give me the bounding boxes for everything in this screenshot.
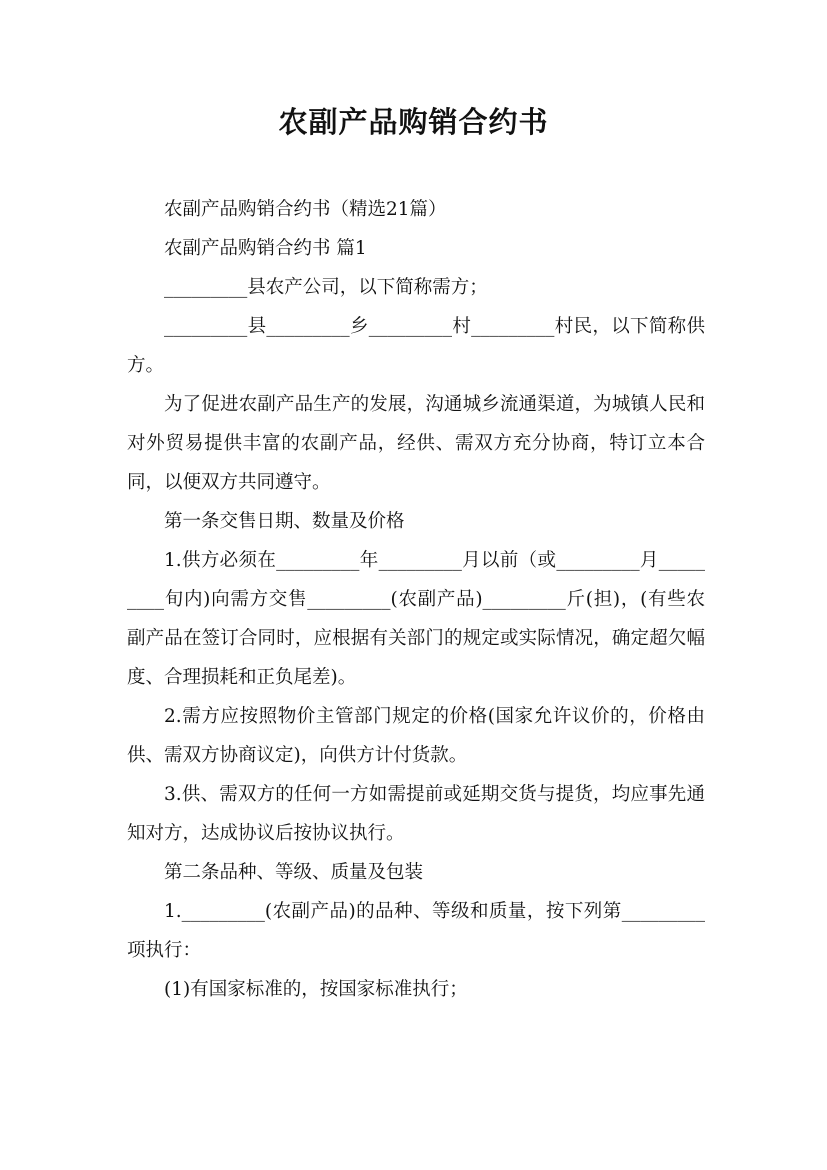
paragraph-article-2-heading: 第二条品种、等级、质量及包装 [164, 862, 424, 883]
paragraph-seller: _________县_________乡_________村_________村民，以下简称供方。 [127, 316, 705, 376]
paragraph-article-2-item-1-sub-1: (1)有国家标准的，按国家标准执行； [164, 979, 468, 1000]
paragraph-section-heading: 农副产品购销合约书 篇1 [164, 238, 367, 259]
paragraph-article-1-heading: 第一条交售日期、数量及价格 [164, 511, 405, 532]
document-body [127, 190, 705, 1009]
paragraph-buyer: _________县农产公司，以下简称需方； [164, 277, 488, 298]
paragraph-article-1-item-2: 2.需方应按照物价主管部门规定的价格(国家允许议价的，价格由供、需双方协商议定)，向供方计付货款。 [127, 706, 705, 766]
paragraph-article-1-item-1: 1.供方必须在_________年_________月以前（或_________月_________旬内)向需方交售_________(农副产品)_________斤(担)，(有些农副产品在签订合同时，应根据有关部门的规定或实际情况，确定超欠幅度、合理损耗和正负尾差)。 [127, 550, 705, 688]
document-title: 农副产品购销合约书 [278, 105, 549, 139]
paragraph-article-2-item-1: 1._________(农副产品)的品种、等级和质量，按下列第_________项执行： [127, 901, 705, 961]
paragraph-subtitle: 农副产品购销合约书（精选21篇） [164, 199, 447, 220]
paragraph-preamble: 为了促进农副产品生产的发展，沟通城乡流通渠道，为城镇人民和对外贸易提供丰富的农副产品，经供、需双方充分协商，特订立本合同，以便双方共同遵守。 [127, 394, 705, 493]
paragraph-article-1-item-3: 3.供、需双方的任何一方如需提前或延期交货与提货，均应事先通知对方，达成协议后按协议执行。 [127, 784, 705, 844]
